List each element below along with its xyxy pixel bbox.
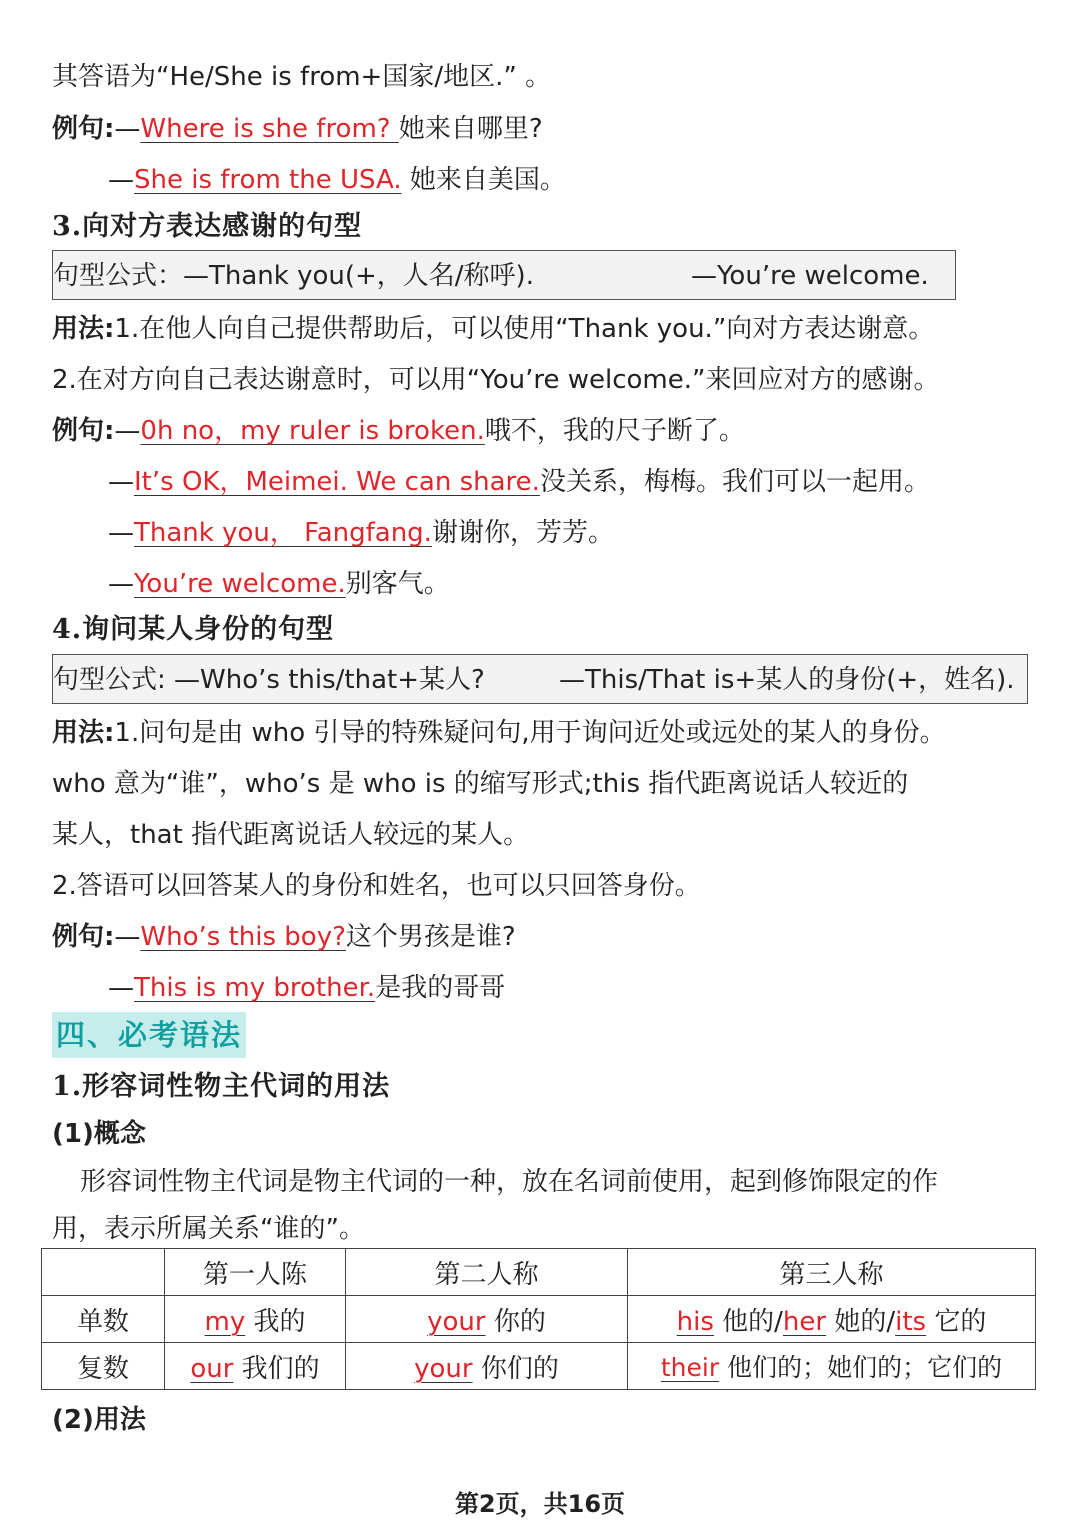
table-cell bbox=[628, 1296, 1036, 1343]
usage-text: 1.在他人向自己提供帮助后，可以使用“Thank you.”向对方表达谢意。 bbox=[114, 314, 935, 344]
example-chinese: 这个男孩是谁? bbox=[345, 922, 516, 952]
example-english: It’s OK，Meimei. We can share. bbox=[134, 467, 540, 497]
usage-line bbox=[52, 312, 934, 346]
example-english: 0h no，my ruler is broken. bbox=[140, 416, 485, 446]
pronoun: their bbox=[660, 1353, 720, 1382]
usage-heading: (2)用法 bbox=[52, 1405, 146, 1435]
table-cell: 复数 bbox=[42, 1343, 165, 1390]
formula-box-identity bbox=[52, 654, 1028, 704]
example-english: Thank you， Fangfang. bbox=[134, 518, 432, 548]
example-english: Where is she from? bbox=[140, 114, 399, 144]
example-label: 例句: bbox=[52, 922, 115, 952]
usage-text: 1.问句是由 who 引导的特殊疑问句,用于询问近处或远处的某人的身份。 bbox=[114, 718, 946, 748]
pronoun-meaning: 她的/ bbox=[834, 1306, 896, 1337]
dash: — bbox=[114, 922, 141, 952]
pronoun-meaning: 他的/ bbox=[722, 1306, 783, 1337]
dash: — bbox=[108, 518, 134, 548]
dash: — bbox=[108, 973, 134, 1003]
pronoun-meaning: 你们的 bbox=[480, 1353, 559, 1384]
usage-line: 2.答语可以回答某人的身份和姓名，也可以只回答身份。 bbox=[52, 871, 701, 901]
pronoun: my bbox=[204, 1306, 246, 1337]
example-label: 例句: bbox=[52, 114, 115, 144]
example-line bbox=[52, 112, 543, 146]
pronoun-meaning: 他们的；她们的；它们的 bbox=[727, 1353, 1003, 1382]
page-footer: 第2页，共16页 bbox=[454, 1490, 626, 1518]
example-chinese: 别客气。 bbox=[345, 569, 450, 599]
example-chinese: 谢谢你，芳芳。 bbox=[431, 518, 614, 548]
example-chinese: 她来自哪里? bbox=[398, 114, 543, 144]
pronoun: her bbox=[782, 1306, 827, 1337]
pronoun: his bbox=[676, 1306, 714, 1337]
example-chinese: 是我的哥哥 bbox=[375, 973, 506, 1003]
usage-line bbox=[52, 716, 946, 750]
grammar-heading: 1.形容词性物主代词的用法 bbox=[52, 1071, 391, 1102]
example-line bbox=[108, 971, 505, 1005]
formula-box-thanks bbox=[52, 250, 956, 300]
formula-left: 句型公式: —Who’s this/that+某人? bbox=[53, 665, 485, 695]
table-row bbox=[42, 1343, 1036, 1390]
example-chinese: 她来自美国。 bbox=[401, 165, 566, 195]
example-line bbox=[52, 920, 516, 954]
example-label: 例句: bbox=[52, 416, 115, 446]
concept-heading: (1)概念 bbox=[52, 1119, 146, 1149]
example-chinese: 没关系，梅梅。我们可以一起用。 bbox=[539, 467, 930, 497]
example-english: You’re welcome. bbox=[134, 569, 346, 599]
subheading-thanks: 3.向对方表达感谢的句型 bbox=[52, 211, 363, 242]
pronoun: your bbox=[427, 1306, 486, 1337]
pronoun: its bbox=[895, 1306, 927, 1337]
usage-label: 用法: bbox=[52, 314, 115, 344]
example-english: She is from the USA. bbox=[134, 165, 402, 195]
answer-format-line: 其答语为“He/She is from+国家/地区.” 。 bbox=[52, 62, 552, 92]
concept-text: 形容词性物主代词是物主代词的一种，放在名词前使用，起到修饰限定的作 bbox=[80, 1167, 939, 1197]
table-row bbox=[42, 1296, 1036, 1343]
table-cell bbox=[346, 1296, 628, 1343]
table-cell bbox=[628, 1343, 1036, 1390]
table-cell bbox=[346, 1343, 628, 1390]
formula-left: 句型公式：—Thank you(+，人名/称呼). bbox=[53, 261, 534, 291]
usage-line: who 意为“谁”，who’s 是 who is 的缩写形式;this 指代距离说话人较近的 bbox=[52, 769, 909, 799]
subheading-identity: 4.询问某人身份的句型 bbox=[52, 614, 335, 645]
dash: — bbox=[108, 569, 134, 599]
pronoun: our bbox=[190, 1353, 234, 1384]
pronoun-meaning: 我的 bbox=[253, 1306, 306, 1337]
table-header: 第二人称 bbox=[346, 1249, 628, 1296]
example-line bbox=[52, 414, 745, 448]
example-line bbox=[108, 465, 930, 499]
concept-text: 用，表示所属关系“谁的”。 bbox=[52, 1214, 365, 1244]
formula-right: —You’re welcome. bbox=[691, 261, 929, 291]
pronoun-meaning: 我们的 bbox=[241, 1353, 320, 1384]
pronoun-meaning: 你的 bbox=[493, 1306, 546, 1337]
table-cell: 单数 bbox=[42, 1296, 165, 1343]
example-english: Who’s this boy? bbox=[140, 922, 346, 952]
table-cell bbox=[165, 1343, 346, 1390]
dash: — bbox=[114, 114, 141, 144]
table-cell bbox=[42, 1249, 165, 1296]
example-english: This is my brother. bbox=[134, 973, 376, 1003]
section-title-grammar: 四、必考语法 bbox=[52, 1012, 246, 1058]
table-row bbox=[42, 1249, 1036, 1296]
dash: — bbox=[108, 165, 134, 195]
formula-right: —This/That is+某人的身份(+，姓名). bbox=[559, 665, 1015, 695]
dash: — bbox=[114, 416, 141, 446]
example-line bbox=[108, 163, 566, 197]
pronoun: your bbox=[414, 1353, 473, 1384]
usage-line: 某人，that 指代距离说话人较远的某人。 bbox=[52, 820, 530, 850]
usage-line: 2.在对方向自己表达谢意时，可以用“You’re welcome.”来回应对方的感谢。 bbox=[52, 365, 940, 395]
example-chinese: 哦不，我的尺子断了。 bbox=[484, 416, 745, 446]
table-header: 第一人陈 bbox=[165, 1249, 346, 1296]
pronoun-meaning: 它的 bbox=[934, 1306, 987, 1337]
dash: — bbox=[108, 467, 134, 497]
example-line bbox=[108, 516, 614, 550]
table-cell bbox=[165, 1296, 346, 1343]
table-header: 第三人称 bbox=[628, 1249, 1036, 1296]
usage-label: 用法: bbox=[52, 718, 115, 748]
pronoun-table bbox=[41, 1248, 1036, 1390]
example-line bbox=[108, 567, 450, 601]
